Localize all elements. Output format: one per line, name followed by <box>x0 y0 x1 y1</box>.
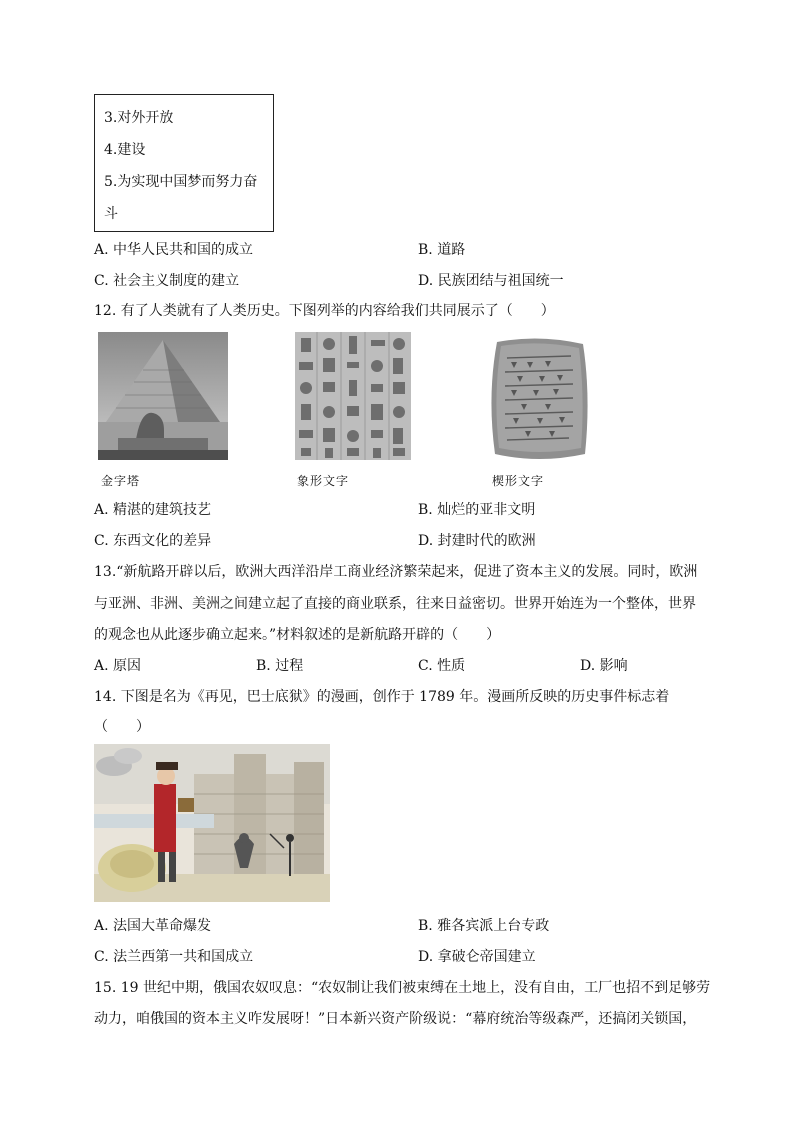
q11-option-c: C. 社会主义制度的建立 <box>94 273 240 289</box>
q14-option-b: B. 雅各宾派上台专政 <box>418 918 550 934</box>
q13-option-a: A. 原因 <box>94 658 142 674</box>
q13-line-2: 与亚洲、非洲、美洲之间建立起了直接的商业联系，往来日益密切。世界开始连为一个整体，世界 <box>94 596 696 612</box>
box-line-1: 3.对外开放 <box>104 110 174 126</box>
box-line-4: 斗 <box>104 206 118 222</box>
hieroglyphs-image <box>295 332 411 460</box>
q11-option-d: D. 民族团结与祖国统一 <box>418 273 564 289</box>
cuneiform-tablet-image <box>487 336 591 462</box>
material-box <box>94 94 274 232</box>
q14-line-1: 14. 下图是名为《再见，巴士底狱》的漫画，创作于 1789 年。漫画所反映的历史事件标志着 <box>94 689 670 705</box>
q14-line-2: （ ） <box>94 719 150 735</box>
q14-option-a: A. 法国大革命爆发 <box>94 918 212 934</box>
bastille-cartoon-image <box>94 744 330 902</box>
box-line-2: 4.建设 <box>104 142 146 158</box>
q13-option-c: C. 性质 <box>418 658 466 674</box>
caption-hieroglyphs: 象形文字 <box>297 474 350 488</box>
q12-option-b: B. 灿烂的亚非文明 <box>418 502 536 518</box>
q12-stem: 12. 有了人类就有了人类历史。下图列举的内容给我们共同展示了（ ） <box>94 303 555 319</box>
caption-cuneiform: 楔形文字 <box>492 474 545 488</box>
q14-option-c: C. 法兰西第一共和国成立 <box>94 949 254 965</box>
q12-option-a: A. 精湛的建筑技艺 <box>94 502 212 518</box>
box-line-3: 5.为实现中国梦而努力奋 <box>104 174 258 190</box>
q13-line-3: 的观念也从此逐步确立起来。”材料叙述的是新航路开辟的（ ） <box>94 627 501 643</box>
q13-option-b: B. 过程 <box>256 658 304 674</box>
q15-line-1: 15. 19 世纪中期，俄国农奴叹息：“农奴制让我们被束缚在土地上，没有自由，工厂也招不到足够劳 <box>94 980 711 996</box>
q11-option-a: A. 中华人民共和国的成立 <box>94 242 254 258</box>
q11-option-b: B. 道路 <box>418 242 466 258</box>
q12-option-d: D. 封建时代的欧洲 <box>418 533 536 549</box>
q13-option-d: D. 影响 <box>580 658 628 674</box>
q15-line-2: 动力，咱俄国的资本主义咋发展呀！”日本新兴资产阶级说：“幕府统治等级森严，还搞闭关锁国， <box>94 1011 697 1027</box>
q12-option-c: C. 东西文化的差异 <box>94 533 212 549</box>
q13-line-1: 13.“新航路开辟以后，欧洲大西洋沿岸工商业经济繁荣起来，促进了资本主义的发展。同时，欧洲 <box>94 564 698 580</box>
caption-pyramid: 金字塔 <box>101 474 141 488</box>
pyramid-sphinx-image <box>98 332 228 460</box>
q14-option-d: D. 拿破仑帝国建立 <box>418 949 536 965</box>
